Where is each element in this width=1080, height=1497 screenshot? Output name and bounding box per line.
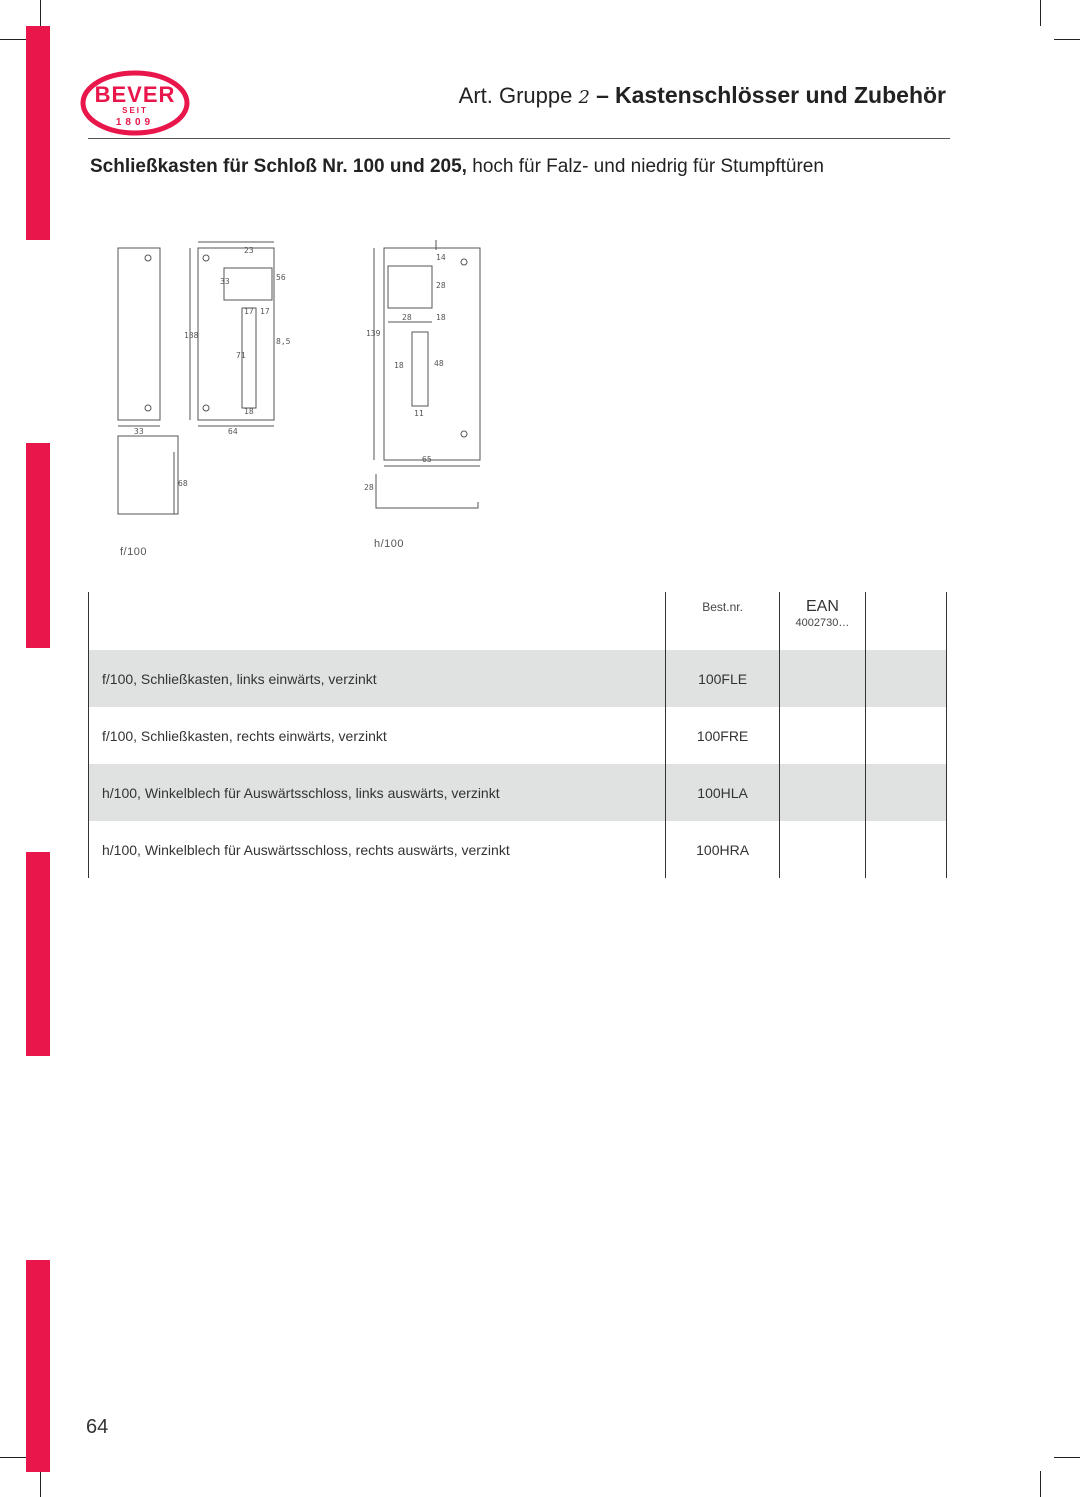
crop-mark (40, 1471, 41, 1497)
crop-mark (1054, 1457, 1080, 1458)
crop-mark (0, 1457, 26, 1458)
row-description: h/100, Winkelblech für Auswärtsschloss, links auswärts, verzinkt (89, 764, 666, 821)
crop-mark (40, 0, 41, 26)
row-ean (779, 650, 865, 707)
row-ean (779, 821, 865, 878)
dim-label: 11 (414, 409, 424, 418)
row-description: f/100, Schließkasten, rechts einwärts, verzinkt (89, 707, 666, 764)
bever-logo (80, 70, 190, 136)
dim-label: 18 (244, 407, 254, 416)
dim-label: 28 (436, 281, 446, 290)
row-best-nr: 100FRE (666, 707, 779, 764)
technical-drawing-h100 (360, 236, 490, 518)
dim-label: 68 (178, 479, 188, 488)
table-row (89, 707, 947, 764)
product-heading-bold: Schließkasten für Schloß Nr. 100 und 205, (90, 156, 467, 177)
row-best-nr: 100HRA (666, 821, 779, 878)
product-heading (90, 156, 824, 178)
dim-label: 56 (276, 273, 286, 282)
group-label: Art. Gruppe (458, 83, 573, 108)
dim-label: 23 (244, 246, 254, 255)
header-ean (779, 592, 865, 650)
dim-label: 17 (244, 307, 254, 316)
dim-label: 17 (260, 307, 270, 316)
row-ean (779, 764, 865, 821)
dim-label: 14 (436, 253, 446, 262)
best-nr-label: Best.nr. (702, 600, 743, 614)
dim-label: 138 (184, 331, 199, 340)
dim-label: 65 (422, 455, 432, 464)
row-extra (866, 764, 947, 821)
dim-label: 28 (402, 313, 412, 322)
row-ean (779, 707, 865, 764)
side-tab (26, 1260, 50, 1472)
ean-prefix: 4002730… (795, 617, 850, 629)
side-tab (26, 26, 50, 240)
crop-mark (0, 39, 26, 40)
side-tab (26, 852, 50, 1056)
table-row (89, 821, 947, 878)
row-extra (866, 821, 947, 878)
header-extra (866, 592, 947, 650)
logo-brand-text: BEVER (94, 82, 176, 107)
dim-label: 48 (434, 359, 444, 368)
technical-drawing-f100 (108, 240, 298, 520)
row-extra (866, 650, 947, 707)
dim-label: 28 (364, 483, 374, 492)
header-description (89, 592, 666, 650)
dim-label: 18 (394, 361, 404, 370)
group-number: 2 (578, 87, 590, 108)
table-header-row (89, 592, 947, 650)
table-row (89, 764, 947, 821)
row-best-nr: 100HLA (666, 764, 779, 821)
row-best-nr: 100FLE (666, 650, 779, 707)
page-number: 64 (86, 1416, 109, 1438)
logo-since-text: SEIT (122, 106, 148, 115)
table-row (89, 650, 947, 707)
dim-label: 18 (436, 313, 446, 322)
crop-mark (1040, 0, 1041, 26)
side-tab (26, 443, 50, 648)
crop-mark (1040, 1471, 1041, 1497)
dim-label: 8,5 (276, 337, 291, 346)
ean-label: EAN (805, 598, 839, 615)
row-description: h/100, Winkelblech für Auswärtsschloss, rechts auswärts, verzinkt (89, 821, 666, 878)
header-title-bold: Kastenschlösser und Zubehör (614, 82, 946, 108)
dim-label: 33 (134, 427, 144, 436)
header-separator: – (596, 82, 609, 108)
row-description: f/100, Schließkasten, links einwärts, verzinkt (89, 650, 666, 707)
crop-mark (1054, 39, 1080, 40)
dim-label: 33 (220, 277, 230, 286)
drawing-caption-h100: h/100 (374, 538, 405, 550)
dim-label: 71 (236, 351, 246, 360)
header-divider (88, 138, 950, 139)
product-table (88, 592, 947, 878)
page-header-title (459, 82, 946, 109)
logo-year-text: 1809 (115, 117, 155, 128)
dim-label: 139 (366, 329, 381, 338)
header-best-nr (666, 592, 779, 650)
drawing-caption-f100: f/100 (120, 546, 147, 558)
dim-label: 64 (228, 427, 238, 436)
row-extra (866, 707, 947, 764)
product-heading-rest: hoch für Falz- und niedrig für Stumpftüren (472, 156, 824, 177)
